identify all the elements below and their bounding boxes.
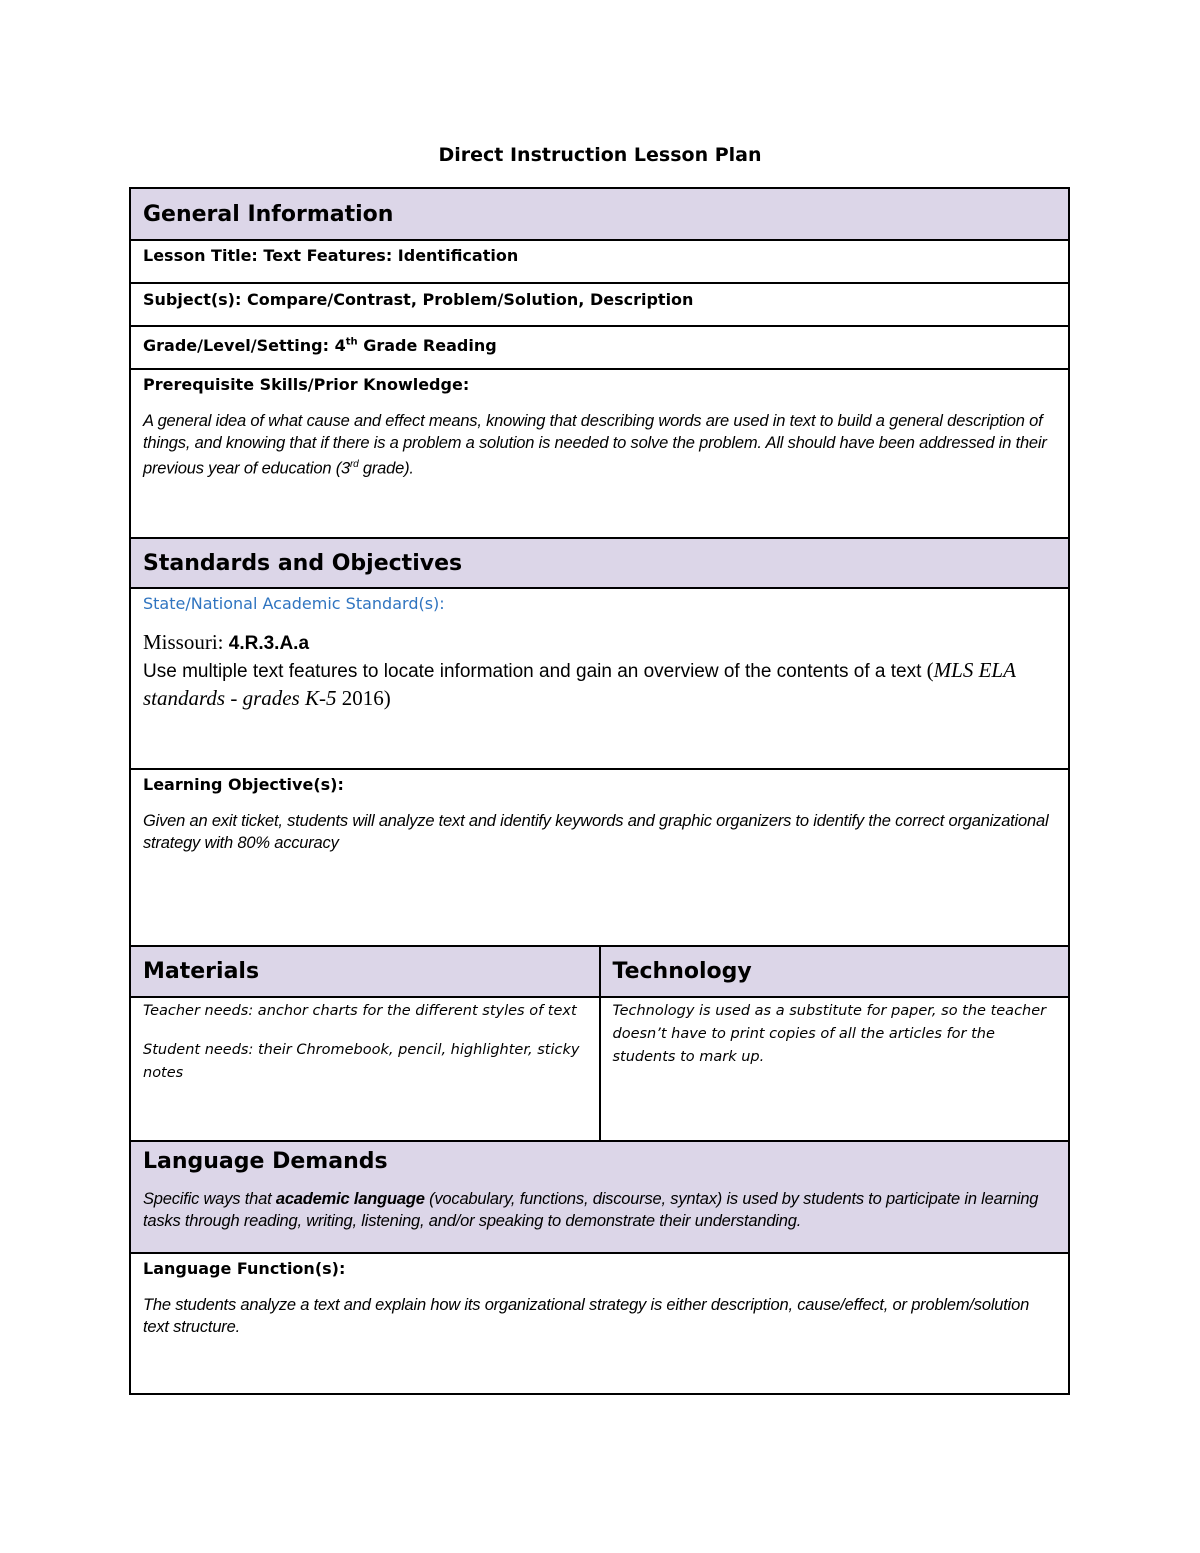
- standard-code: 4.R.3.A.a: [228, 633, 310, 654]
- learning-objective-label: Learning Objective(s):: [143, 775, 344, 794]
- section-header-general-information: [131, 189, 1068, 239]
- materials-cell: [131, 998, 601, 1140]
- technology-text: Technology is used as a substitute for paper, so the teacher doesn’t have to print copies of all the articles for the students to mark up.: [612, 1003, 1047, 1065]
- lesson-title-row: [131, 239, 1068, 282]
- grade-level: Grade/Level/Setting: 4th Grade Reading: [143, 336, 497, 356]
- subjects-row: [131, 282, 1068, 325]
- technology-cell: [601, 998, 1069, 1140]
- section-header-technology: Technology: [601, 947, 1069, 996]
- standards-row: [131, 587, 1068, 768]
- section-heading: Language Demands: [143, 1149, 388, 1174]
- language-function-text: The students analyze a text and explain how its organizational strategy is either description, cause/effect, or problem/solution text structure.: [143, 1296, 1030, 1336]
- learning-objective-row: [131, 768, 1068, 945]
- section-heading: General Information: [143, 201, 394, 227]
- prerequisite-row: [131, 368, 1068, 537]
- lesson-title: Lesson Title: Text Features: Identification: [143, 246, 519, 265]
- standard-text: Use multiple text features to locate information and gain an overview of the contents of a text (MLS ELA standards - grades K-5 2016): [143, 658, 1016, 710]
- section-heading: Standards and Objectives: [143, 550, 463, 576]
- teacher-needs: Teacher needs: anchor charts for the different styles of text: [143, 1003, 577, 1019]
- section-header-materials: Materials: [131, 947, 601, 996]
- materials-technology-header-row: [131, 945, 1068, 996]
- standard-label: State/National Academic Standard(s):: [143, 594, 445, 613]
- student-needs: Student needs: their Chromebook, pencil, highlighter, sticky notes: [143, 1042, 580, 1081]
- prerequisite-label: Prerequisite Skills/Prior Knowledge:: [143, 375, 470, 394]
- grade-level-row: [131, 325, 1068, 368]
- section-header-standards: [131, 537, 1068, 587]
- section-header-language-demands: [131, 1140, 1068, 1252]
- prerequisite-text: A general idea of what cause and effect means, knowing that describing words are used in text to build a general description of things, and knowing that if there is a problem a solution is needed to solve the problem. All should have been addressed in their previous year of education (3rd grade).: [143, 412, 1047, 478]
- lesson-plan-table: [129, 187, 1070, 1395]
- materials-technology-content-row: [131, 996, 1068, 1140]
- standard-state: Missouri: 4.R.3.A.a: [143, 630, 310, 654]
- standard-citation: MLS ELA standards - grades K-5: [143, 658, 1016, 710]
- language-demands-description: Specific ways that academic language (vocabulary, functions, discourse, syntax) is used by students to participate in learning tasks through reading, writing, listening, and/or speaking to demonstrate their understanding.: [143, 1190, 1039, 1230]
- learning-objective-text: Given an exit ticket, students will analyze text and identify keywords and graphic organizers to identify the correct organizational strategy with 80% accuracy: [143, 812, 1049, 852]
- language-function-label: Language Function(s):: [143, 1259, 346, 1278]
- language-function-row: [131, 1252, 1068, 1393]
- subjects: Subject(s): Compare/Contrast, Problem/Solution, Description: [143, 290, 694, 309]
- document-title: Direct Instruction Lesson Plan: [438, 144, 762, 166]
